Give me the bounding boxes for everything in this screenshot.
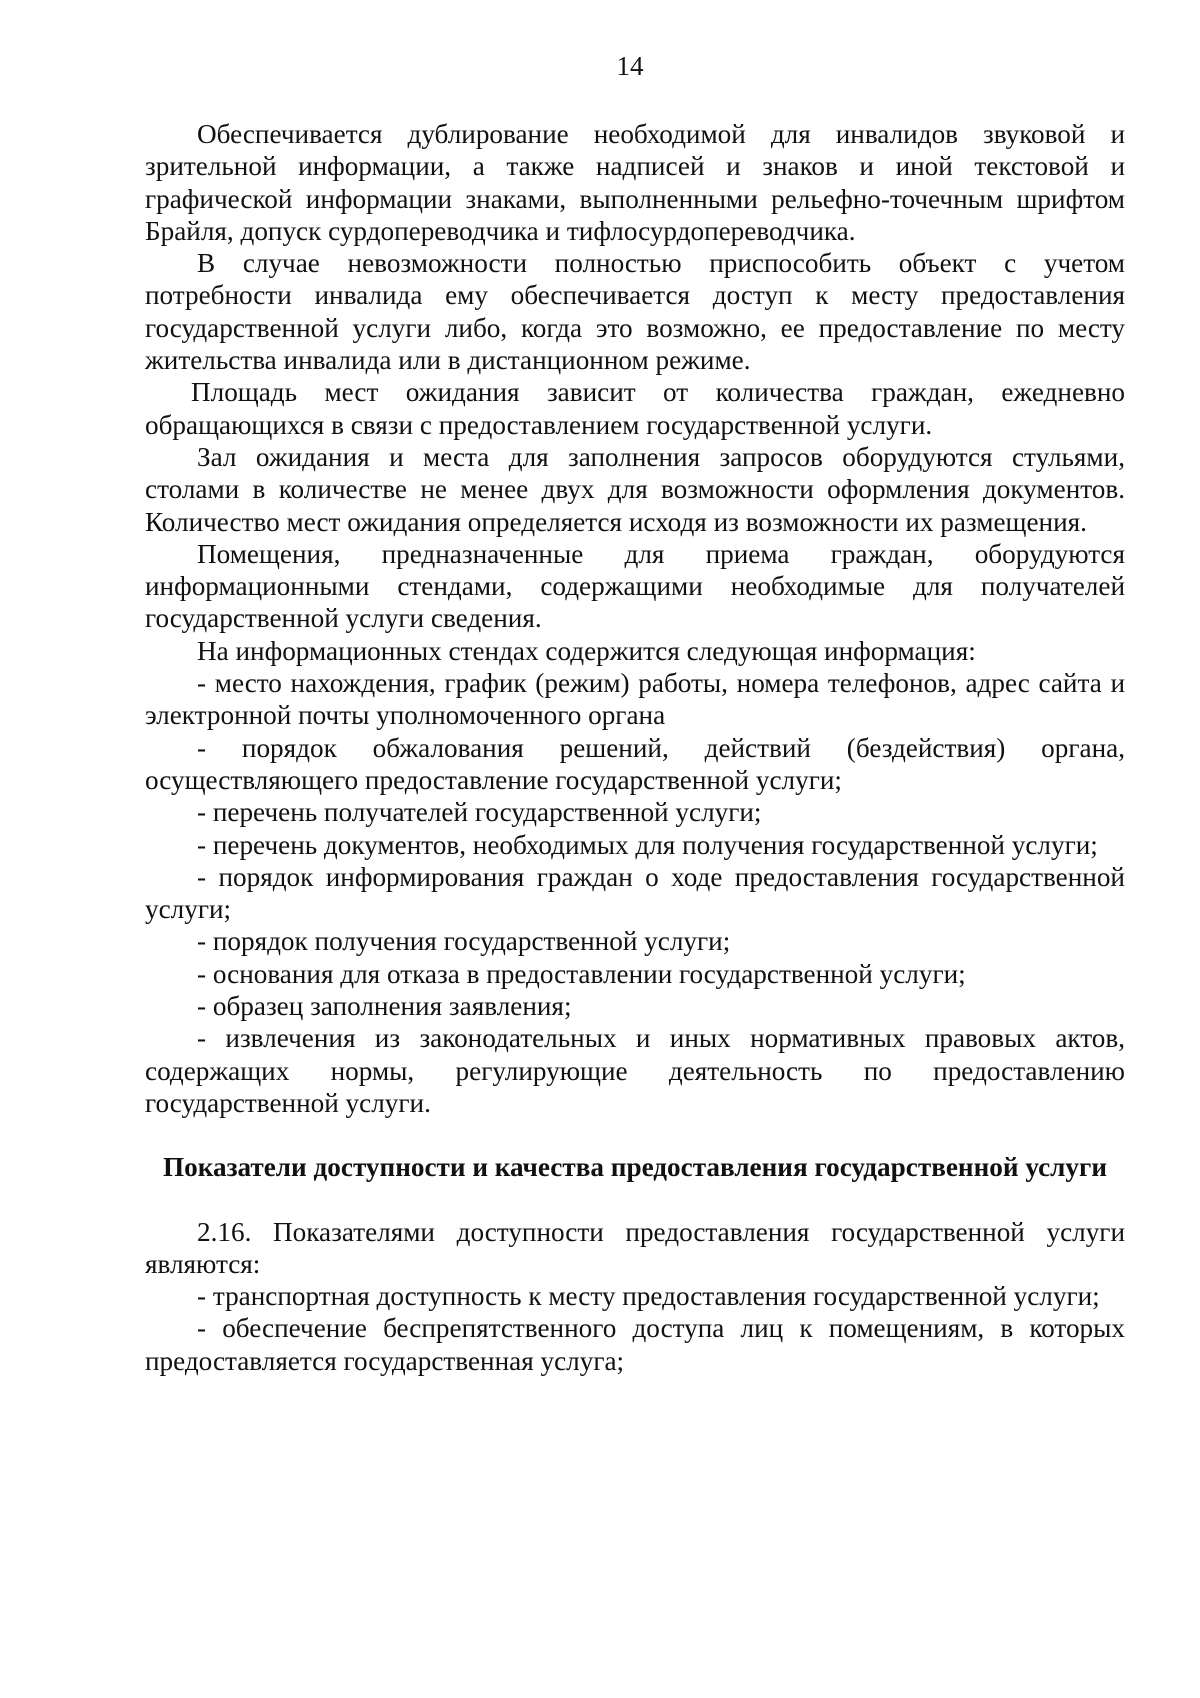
paragraph-braille-duplication: Обеспечивается дублирование необходимой для инвалидов звуковой и зрительной информации, а также надписей и знаков и иной текстовой и графической информации знаками, выполненными рельефно-точечным шрифтом Брайля, допуск сурдопереводчика и тифлосурдопереводчика. bbox=[145, 119, 1125, 246]
list-item: - извлечения из законодательных и иных нормативных правовых актов, содержащих нормы, регулирующие деятельность по предоставлению государственной услуги. bbox=[145, 1023, 1125, 1118]
list-item: - порядок обжалования решений, действий (бездействия) органа, осуществляющего предоставление государственной услуги; bbox=[145, 732, 1125, 795]
section-heading: Показатели доступности и качества предоставления государственной услуги bbox=[162, 1152, 1108, 1183]
paragraph-stand-contents-intro: На информационных стендах содержится следующая информация: bbox=[197, 635, 976, 666]
paragraph-accessibility-indicators: 2.16. Показателями доступности предоставления государственной услуги являются: bbox=[145, 1216, 1125, 1279]
list-item: - порядок получения государственной услуги; bbox=[197, 926, 731, 957]
paragraph-waiting-area: Площадь мест ожидания зависит от количества граждан, ежедневно обращающихся в связи с предоставлением государственной услуги. bbox=[145, 377, 1125, 440]
list-item: - образец заполнения заявления; bbox=[197, 991, 572, 1022]
page-number: 14 bbox=[616, 51, 644, 81]
list-item: - порядок информирования граждан о ходе предоставления государственной услуги; bbox=[145, 861, 1125, 925]
list-item: - основания для отказа в предоставлении государственной услуги; bbox=[197, 958, 966, 989]
list-item: - место нахождения, график (режим) работы, номера телефонов, адрес сайта и электронной почты уполномоченного органа bbox=[145, 668, 1125, 731]
paragraph-remote-access: В случае невозможности полностью приспособить объект с учетом потребности инвалида ему обеспечивается доступ к месту предоставления государственной услуги либо, когда это возможно, ее предоставление по месту жительства инвалида или в дистанционном режиме. bbox=[145, 248, 1125, 376]
list-item: - перечень документов, необходимых для получения государственной услуги; bbox=[197, 829, 1098, 860]
list-item: - обеспечение беспрепятственного доступа лиц к помещениям, в которых предоставляется государственная услуга; bbox=[145, 1313, 1125, 1376]
paragraph-waiting-hall: Зал ожидания и места для заполнения запросов оборудуются стульями, столами в количестве не менее двух для возможности оформления документов. Количество мест ожидания определяется исходя из возможности их размещения. bbox=[145, 441, 1125, 537]
document-body bbox=[145, 118, 1125, 1377]
list-item: - транспортная доступность к месту предоставления государственной услуги; bbox=[197, 1281, 1100, 1312]
paragraph-info-stands: Помещения, предназначенные для приема граждан, оборудуются информационными стендами, содержащими необходимые для получателей государственной услуги сведения. bbox=[145, 538, 1125, 634]
list-item: - перечень получателей государственной услуги; bbox=[197, 797, 762, 828]
